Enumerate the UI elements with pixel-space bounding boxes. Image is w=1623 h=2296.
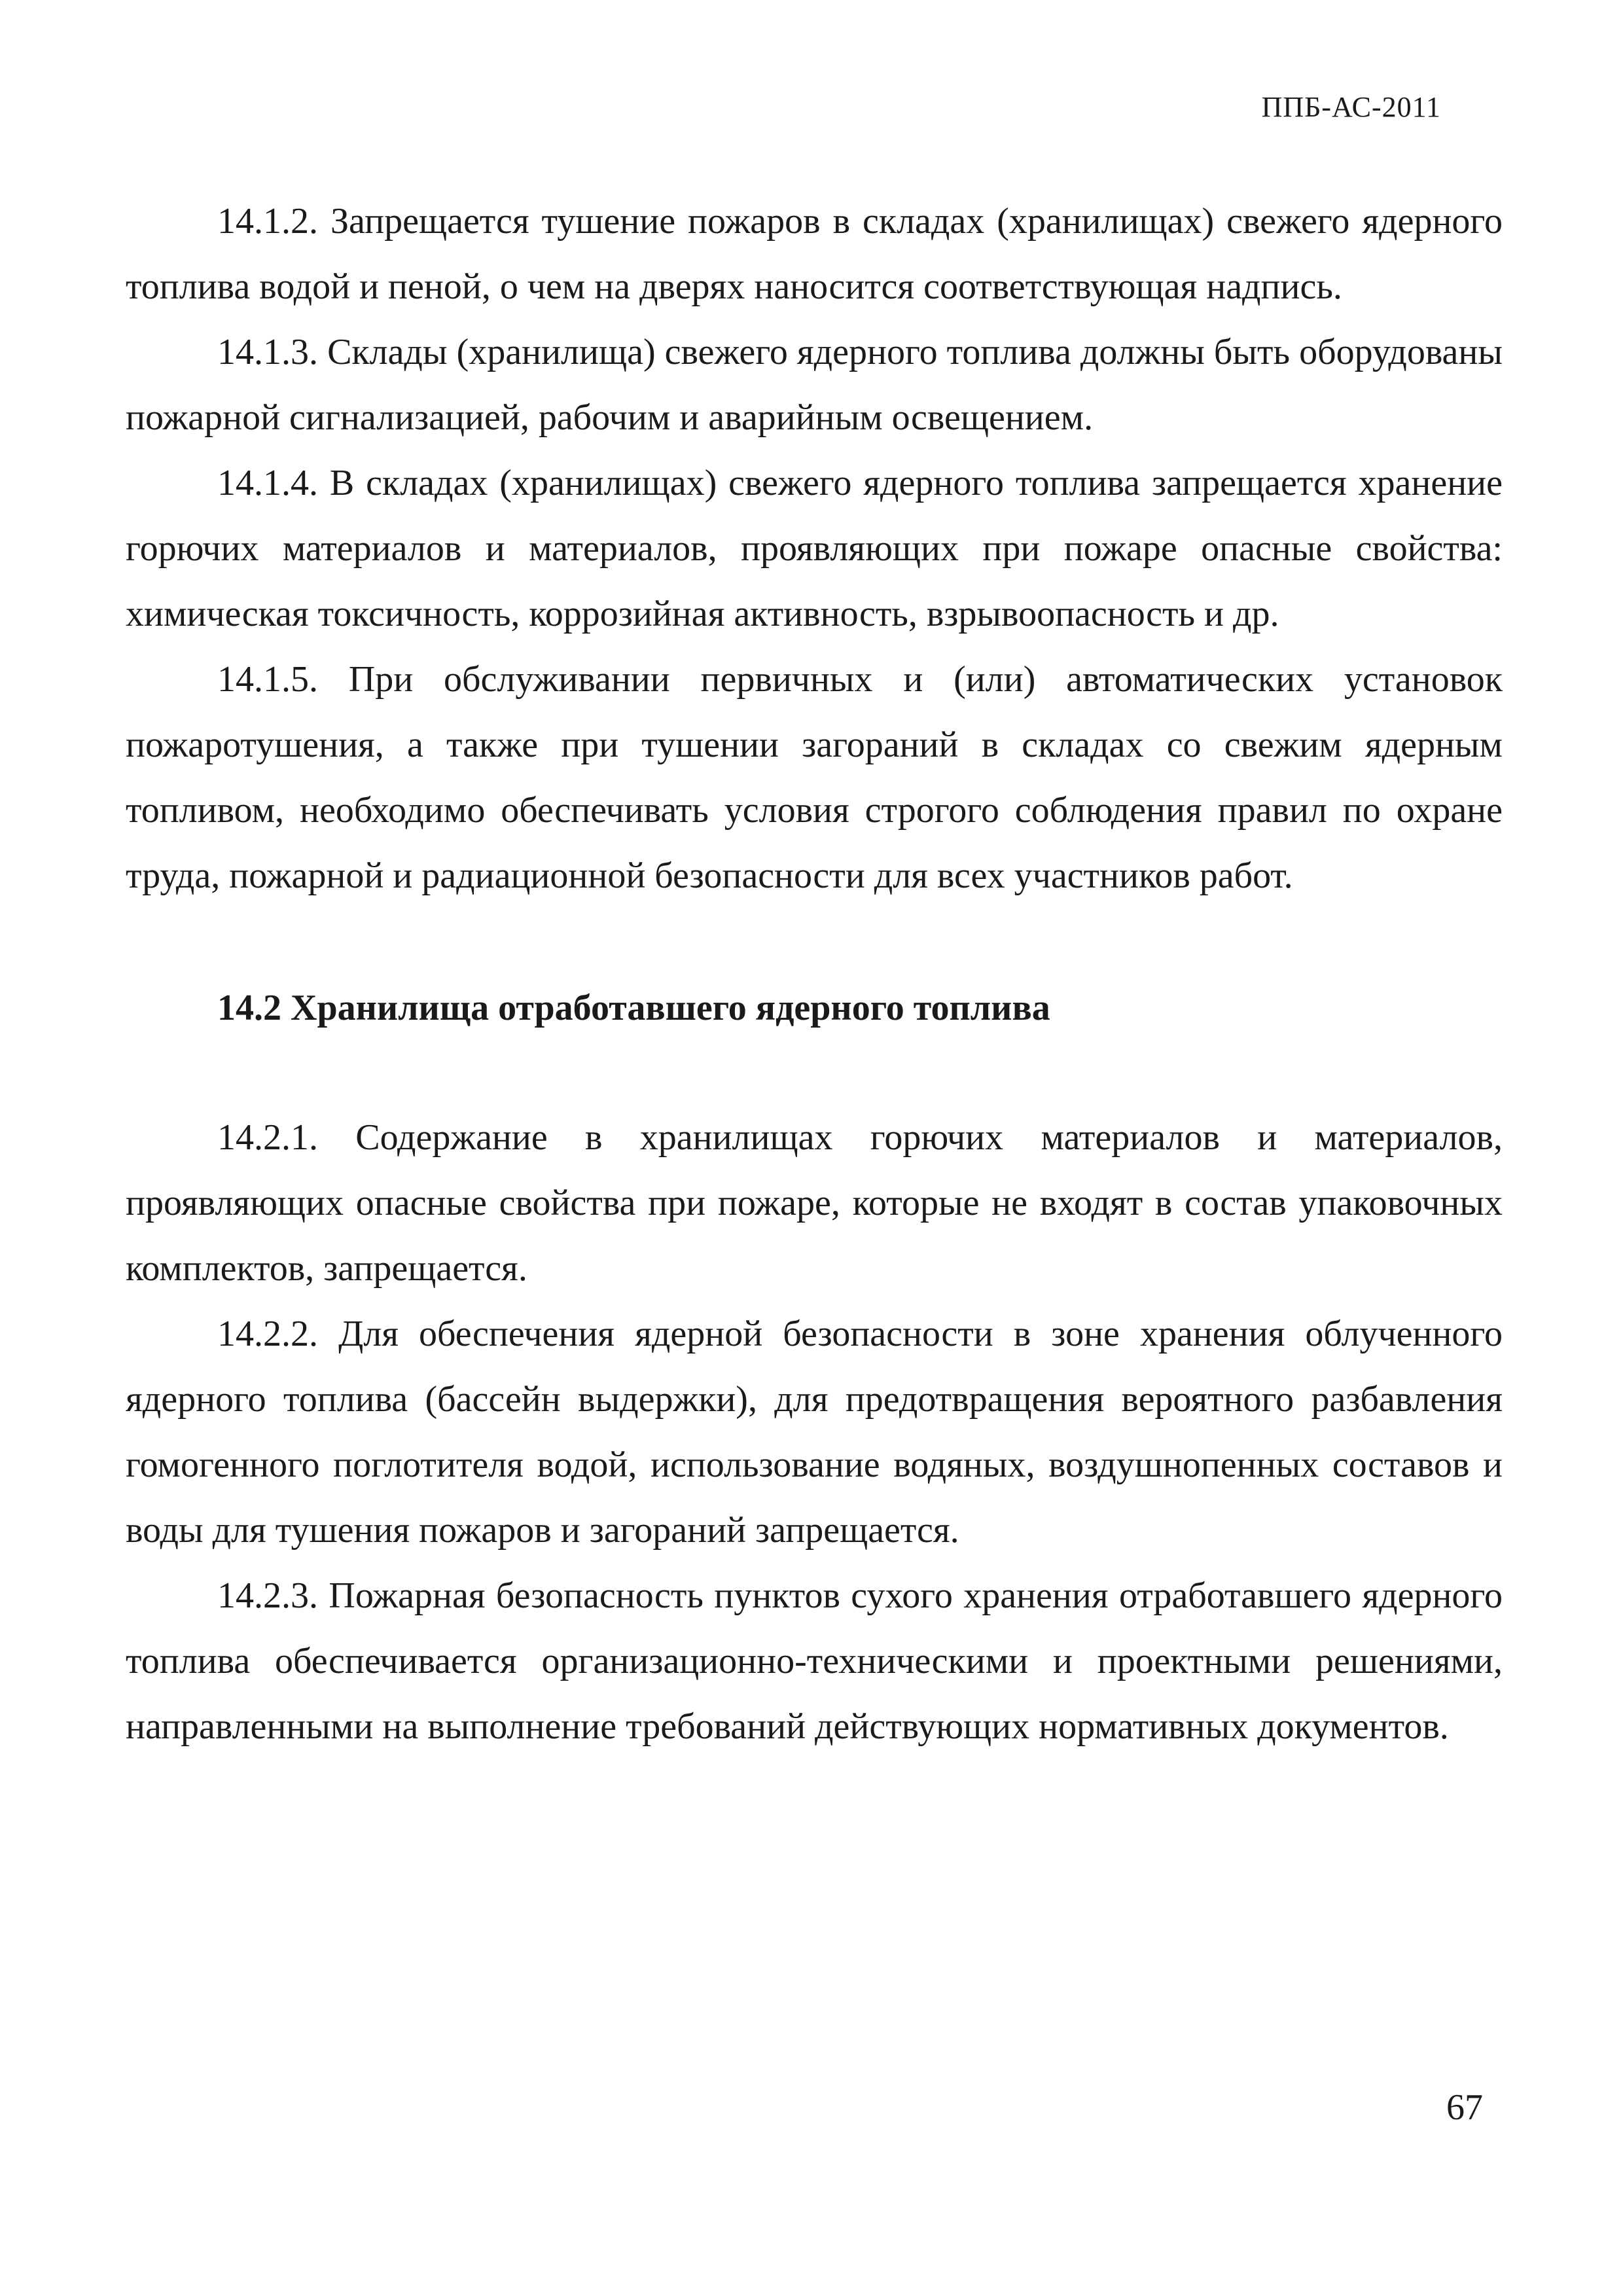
- paragraph-14-2-1: 14.2.1. Содержание в хранилищах горючих материалов и материалов, проявляющих опасные свойства при пожаре, которые не входят в состав упаковочных комплектов, запрещается.: [126, 1117, 1503, 1289]
- paragraph-14-1-5: 14.1.5. При обслуживании первичных и (или) автоматических установок пожаротушения, а также при тушении загораний в складах со свежим ядерным топливом, необходимо обеспечивать условия строгого соблюдения правил по охране труда, пожарной и радиационной безопасности для всех участников работ.: [126, 659, 1503, 896]
- paragraph-14-2-2: 14.2.2. Для обеспечения ядерной безопасности в зоне хранения облученного ядерного топлива (бассейн выдержки), для предотвращения вероятного разбавления гомогенного поглотителя водой, использование водяных, воздушнопенных составов и воды для тушения пожаров и загораний запрещается.: [126, 1314, 1503, 1551]
- paragraph-14-1-2: 14.1.2. Запрещается тушение пожаров в складах (хранилищах) свежего ядерного топлива водой и пеной, о чем на дверях наносится соответствующая надпись.: [126, 201, 1503, 307]
- section-heading-14-2: 14.2 Хранилища отработавшего ядерного топлива: [217, 988, 1050, 1028]
- paragraph-14-2-3: 14.2.3. Пожарная безопасность пунктов сухого хранения отработавшего ядерного топлива обеспечивается организационно-техническими и проектными решениями, направленными на выполнение требований действующих нормативных документов.: [126, 1575, 1503, 1747]
- page-number: 67: [1446, 2087, 1483, 2128]
- paragraph-14-1-4: 14.1.4. В складах (хранилищах) свежего ядерного топлива запрещается хранение горючих материалов и материалов, проявляющих при пожаре опасные свойства: химическая токсичность, коррозийная активность, взрывоопасность и др.: [126, 463, 1503, 634]
- document-code: ППБ-АС-2011: [1261, 91, 1441, 123]
- page-content: [126, 188, 1503, 1759]
- paragraph-14-1-3: 14.1.3. Склады (хранилища) свежего ядерного топлива должны быть оборудованы пожарной сигнализацией, рабочим и аварийным освещением.: [126, 332, 1503, 438]
